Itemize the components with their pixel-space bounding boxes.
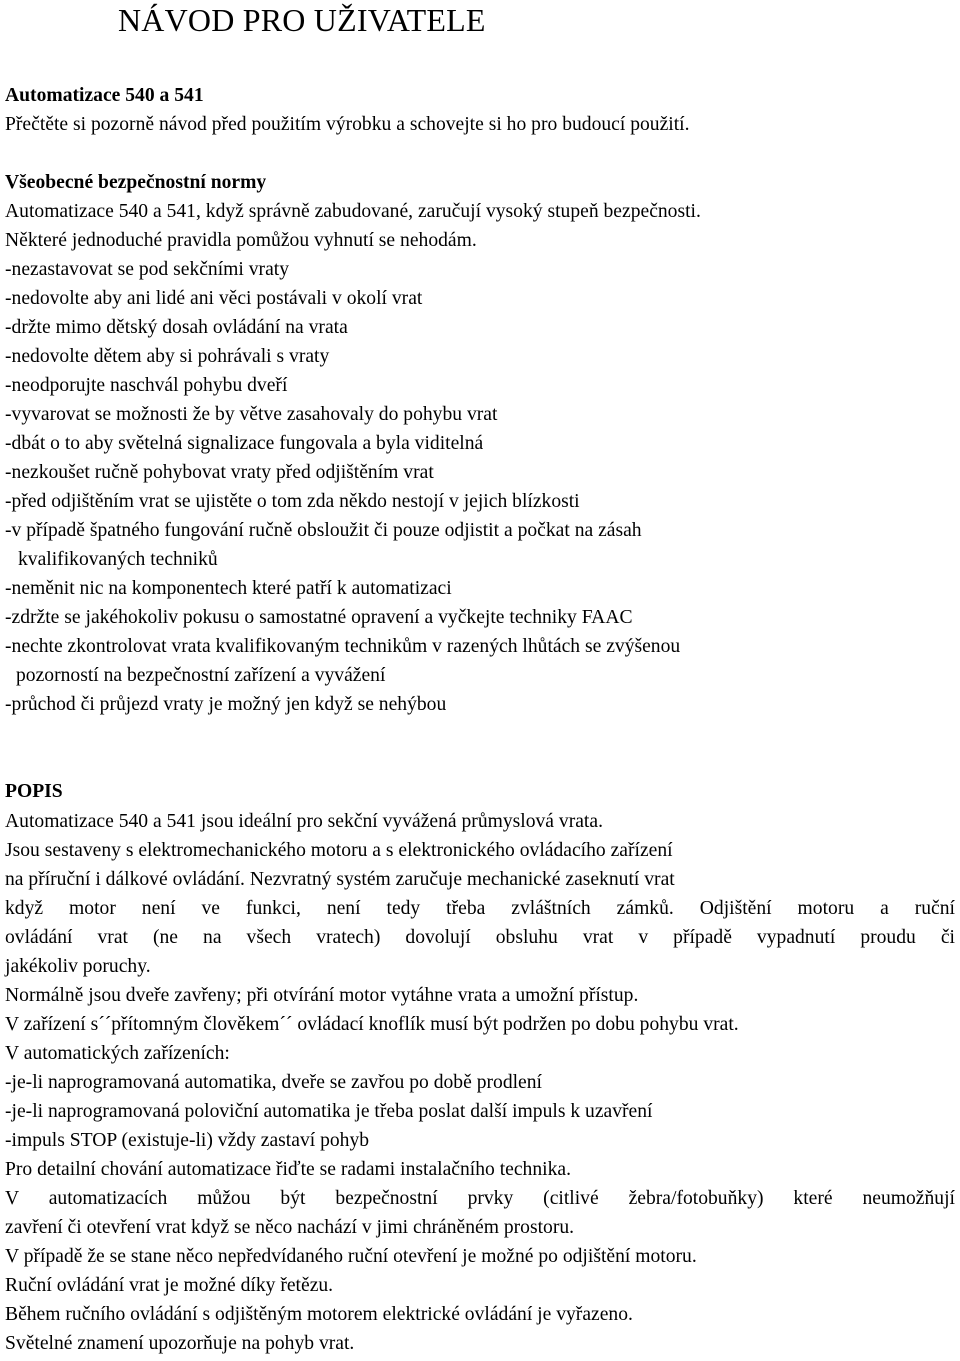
popis-line: -je-li naprogramovaná automatika, dveře se zavřou po době prodlení bbox=[5, 1072, 542, 1093]
safety-rule: -zdržte se jakéhokoliv pokusu o samostatné opravení a vyčkejte techniky FAAC bbox=[5, 607, 633, 628]
popis-line: -impuls STOP (existuje-li) vždy zastaví pohyb bbox=[5, 1130, 370, 1151]
popis-line: Ruční ovládání vrat je možné díky řetězu. bbox=[5, 1275, 334, 1296]
popis-line: zavření či otevření vrat když se něco nachází v jimi chráněném prostoru. bbox=[5, 1217, 575, 1238]
safety-rule: -držte mimo dětský dosah ovládání na vrata bbox=[5, 317, 348, 338]
popis-line: když motor není ve funkci, není tedy třeba zvláštních zámků. Odjištění motoru a ruční bbox=[5, 898, 955, 919]
popis-heading: POPIS bbox=[5, 781, 63, 802]
popis-line: V zařízení s´´přítomným člověkem´´ ovládací knoflík musí být podržen po dobu pohybu vrat. bbox=[5, 1014, 739, 1035]
section-heading-automatizace: Automatizace 540 a 541 bbox=[5, 85, 204, 106]
safety-rule: -průchod či průjezd vraty je možný jen když se nehýbou bbox=[5, 694, 447, 715]
popis-line: V automatických zařízeních: bbox=[5, 1043, 230, 1064]
safety-rule: -nezkoušet ručně pohybovat vraty před odjištěním vrat bbox=[5, 462, 434, 483]
safety-rule: -před odjištěním vrat se ujistěte o tom zda někdo nestojí v jejich blízkosti bbox=[5, 491, 580, 512]
popis-line: Automatizace 540 a 541 jsou ideální pro sekční vyvážená průmyslová vrata. bbox=[5, 811, 603, 832]
safety-line: Některé jednoduché pravidla pomůžou vyhnutí se nehodám. bbox=[5, 230, 477, 251]
popis-line: Pro detailní chování automatizace řiďte se radami instalačního technika. bbox=[5, 1159, 571, 1180]
popis-line: Normálně jsou dveře zavřeny; při otvírání motor vytáhne vrata a umožní přístup. bbox=[5, 985, 639, 1006]
popis-line: Během ručního ovládání s odjištěným motorem elektrické ovládání je vyřazeno. bbox=[5, 1304, 633, 1325]
popis-line: na příruční i dálkové ovládání. Nezvratný systém zaručuje mechanické zaseknutí vrat bbox=[5, 869, 675, 890]
page-title: NÁVOD PRO UŽIVATELE bbox=[118, 2, 486, 38]
safety-rule: -nechte zkontrolovat vrata kvalifikovaným technikům v razených lhůtách se zvýšenou bbox=[5, 636, 681, 657]
safety-rule: -dbát o to aby světelná signalizace fungovala a byla viditelná bbox=[5, 433, 484, 454]
safety-rule: -nedovolte aby ani lidé ani věci postávali v okolí vrat bbox=[5, 288, 423, 309]
safety-rule: -nedovolte dětem aby si pohrávali s vraty bbox=[5, 346, 330, 367]
popis-line: V automatizacích můžou být bezpečnostní prvky (citlivé žebra/fotobuňky) které neumožňují bbox=[5, 1188, 955, 1209]
safety-rule: -nezastavovat se pod sekčními vraty bbox=[5, 259, 290, 280]
safety-rule-continuation: kvalifikovaných techniků bbox=[18, 549, 218, 570]
popis-line: Jsou sestaveny s elektromechanického motoru a s elektronického ovládacího zařízení bbox=[5, 840, 673, 861]
popis-line: V případě že se stane něco nepředvídaného ruční otevření je možné po odjištění motoru. bbox=[5, 1246, 697, 1267]
safety-rule-continuation: pozorností na bezpečnostní zařízení a vyvážení bbox=[16, 665, 386, 686]
safety-rule: -vyvarovat se možnosti že by větve zasahovaly do pohybu vrat bbox=[5, 404, 498, 425]
safety-rule: -neodporujte naschvál pohybu dveří bbox=[5, 375, 288, 396]
safety-rule: -neměnit nic na komponentech které patří k automatizaci bbox=[5, 578, 452, 599]
safety-heading: Všeobecné bezpečnostní normy bbox=[5, 172, 267, 193]
popis-line: -je-li naprogramovaná poloviční automatika je třeba poslat další impuls k uzavření bbox=[5, 1101, 653, 1122]
popis-line: ovládání vrat (ne na všech vratech) dovolují obsluhu vrat v případě vypadnutí proudu či bbox=[5, 927, 955, 948]
safety-line: Automatizace 540 a 541, když správně zabudované, zaručují vysoký stupeň bezpečnosti. bbox=[5, 201, 701, 222]
popis-line: Světelné znamení upozorňuje na pohyb vrat. bbox=[5, 1333, 355, 1354]
intro-text: Přečtěte si pozorně návod před použitím výrobku a schovejte si ho pro budoucí použití. bbox=[5, 114, 690, 135]
safety-rule: -v případě špatného fungování ručně obsloužit či pouze odjistit a počkat na zásah bbox=[5, 520, 642, 541]
popis-line: jakékoliv poruchy. bbox=[5, 956, 151, 977]
